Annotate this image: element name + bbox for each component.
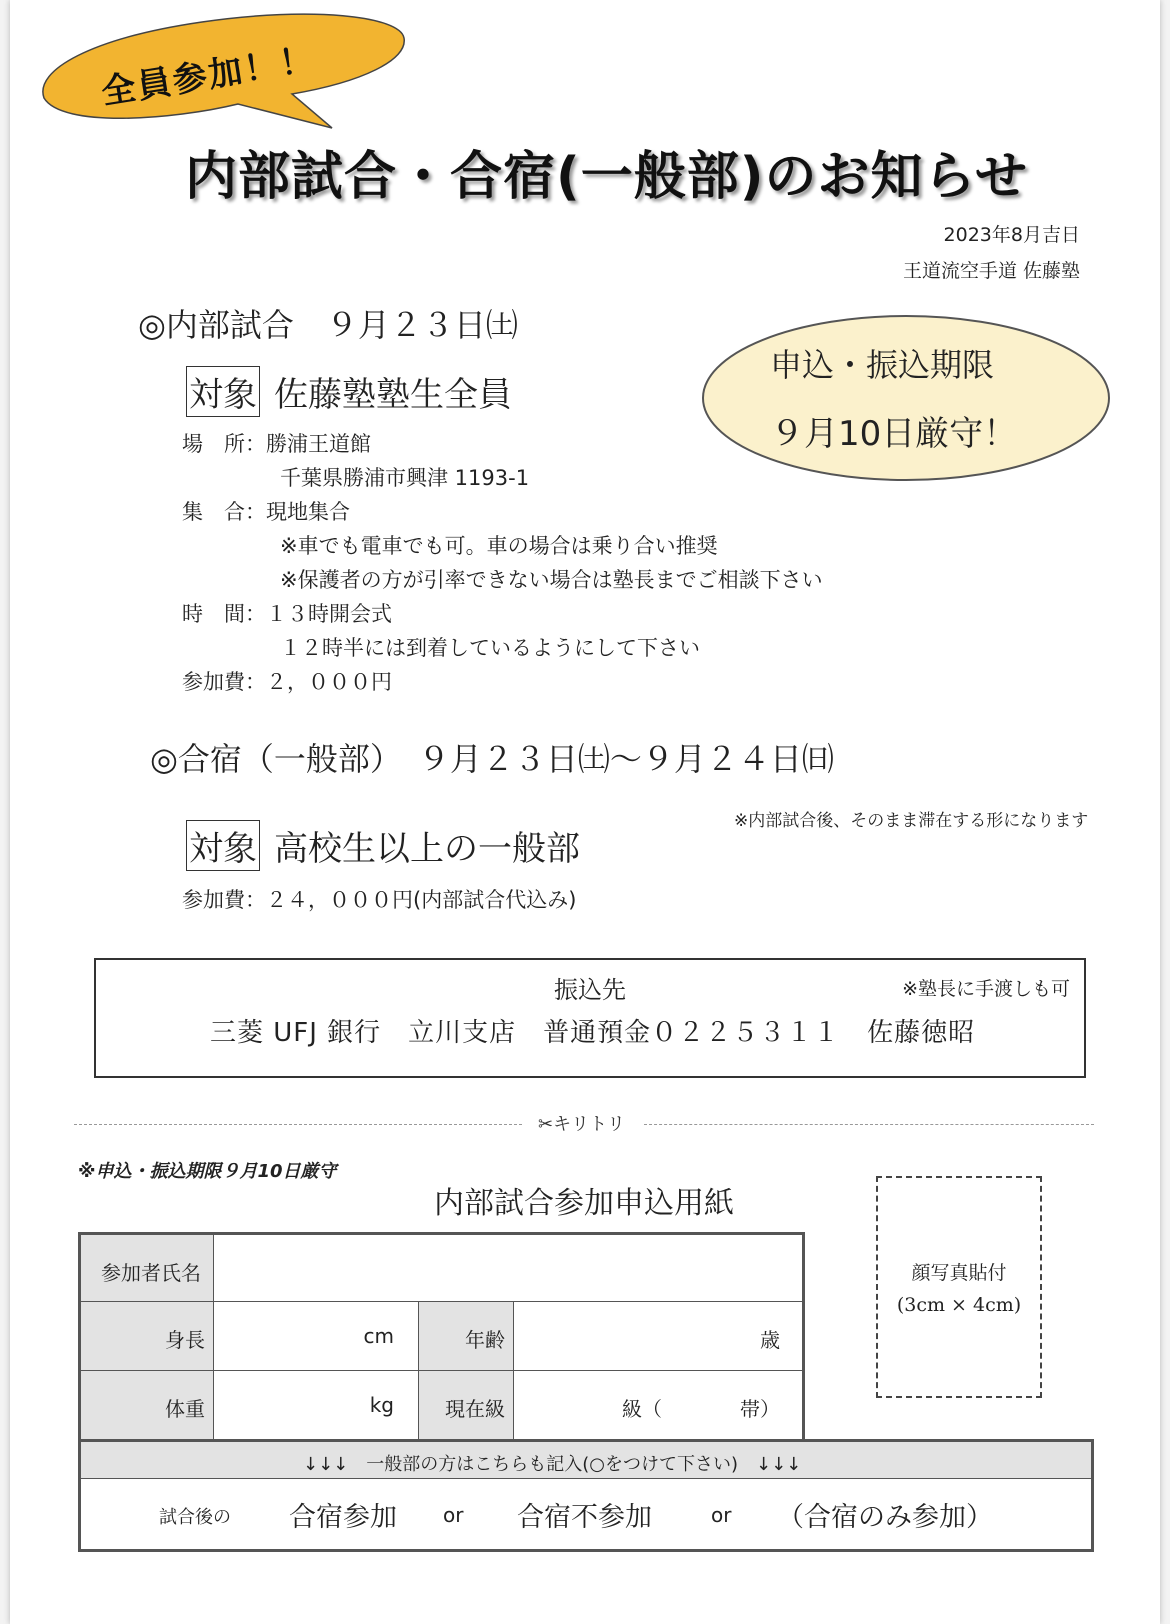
rank-label-cell: [418, 1370, 514, 1440]
option-camp-only[interactable]: （合宿のみ参加）: [777, 1502, 993, 1533]
place-row: [182, 428, 371, 458]
form-deadline-note: ※申込・振込期限９月10日厳守: [78, 1161, 337, 1182]
option-camp-join[interactable]: 合宿参加: [289, 1502, 397, 1533]
rank-field[interactable]: [513, 1370, 805, 1440]
target-value: 高校生以上の一般部: [274, 829, 580, 869]
weight-label-cell: [78, 1370, 214, 1440]
or-separator: or: [443, 1503, 464, 1527]
meet-row: [182, 496, 350, 526]
fee-label: 参加費：: [182, 888, 266, 912]
camp-target: [186, 820, 580, 871]
bank-title: 振込先: [554, 976, 626, 1004]
camp-stay-note: ※内部試合後、そのまま滞在する形になります: [734, 811, 1089, 831]
fee-label: 参加費：: [182, 670, 266, 694]
age-label-cell: [418, 1301, 514, 1371]
bubble-text: 全員参加！！: [98, 39, 319, 113]
name-field[interactable]: [213, 1232, 805, 1302]
place-address: 千葉県勝浦市興津 1193-1: [280, 466, 530, 490]
height-field[interactable]: [213, 1301, 419, 1371]
after-match-label: 試合後の: [159, 1507, 231, 1528]
height-unit: cm: [363, 1324, 394, 1348]
rank-unit-kyu: 級（: [622, 1397, 662, 1421]
fee-value: ２，０００円: [266, 670, 392, 694]
organization: 王道流空手道 佐藤塾: [902, 260, 1080, 282]
deadline-callout: [700, 312, 1112, 496]
weight-label: 体重: [165, 1397, 205, 1421]
or-separator: or: [711, 1503, 732, 1527]
rank-label: 現在級: [445, 1397, 505, 1421]
cut-label: ✂キリトリ: [538, 1114, 626, 1135]
target-label: 対象: [186, 366, 260, 417]
section-heading-camp: ◎合宿（一般部） ９月２３日㈯～９月２４日㈰: [150, 740, 834, 778]
form-title: 内部試合参加申込用紙: [434, 1186, 734, 1221]
deadline-line1: 申込・振込期限: [770, 346, 995, 384]
option-camp-decline[interactable]: 合宿不参加: [517, 1502, 652, 1533]
weight-field[interactable]: [213, 1370, 419, 1440]
cut-line-left: [74, 1124, 522, 1126]
time-row: [182, 598, 392, 628]
bank-account-info: 三菱 UFJ 銀行 立川支店 普通預金０２２５３１１ 佐藤徳昭: [210, 1018, 976, 1048]
meet-value: 現地集合: [266, 500, 350, 524]
age-label: 年齢: [465, 1328, 505, 1352]
name-label: 参加者氏名: [101, 1261, 201, 1285]
photo-size: (3cm × 4cm): [896, 1294, 1022, 1316]
section-heading-tournament: ◎内部試合 ９月２３日㈯: [138, 306, 518, 344]
rank-unit-belt: 帯）: [740, 1397, 780, 1421]
page-title: 内部試合・合宿(一般部)のお知らせ: [185, 147, 1028, 207]
name-label-cell: [78, 1232, 214, 1302]
general-section-header: [78, 1439, 1094, 1479]
photo-label: 顔写真貼付: [911, 1262, 1007, 1284]
time-note: １２時半には到着しているようにして下さい: [280, 636, 700, 660]
height-label-cell: [78, 1301, 214, 1371]
meet-label: 集 合：: [182, 500, 266, 524]
bank-hand-note: ※塾長に手渡しも可: [902, 978, 1070, 1000]
age-field[interactable]: [513, 1301, 805, 1371]
target-label: 対象: [186, 820, 260, 871]
camp-choice-row: [78, 1478, 1094, 1552]
bank-transfer-box: [94, 958, 1086, 1078]
place-label: 場 所：: [182, 432, 266, 456]
meet-note-guardian: ※保護者の方が引率できない場合は塾長までご相談下さい: [280, 568, 823, 592]
tournament-target: [186, 366, 512, 417]
time-label: 時 間：: [182, 602, 266, 626]
general-note: ↓↓↓ 一般部の方はこちらも記入(○をつけて下さい) ↓↓↓: [303, 1454, 802, 1475]
height-label: 身長: [165, 1328, 205, 1352]
time-value: １３時開会式: [266, 602, 392, 626]
place-value: 勝浦王道館: [266, 432, 371, 456]
deadline-line2: ９月10日厳守！: [770, 414, 1018, 454]
fee-row: [182, 666, 392, 696]
target-value: 佐藤塾塾生全員: [274, 375, 512, 415]
photo-placeholder: [876, 1176, 1042, 1398]
cut-line-right: [644, 1124, 1094, 1126]
weight-unit: kg: [369, 1393, 394, 1417]
age-unit: 歳: [760, 1328, 780, 1352]
camp-fee-row: [182, 884, 576, 914]
notice-page: [10, 0, 1160, 1624]
issue-date: 2023年8月吉日: [943, 224, 1080, 246]
speech-bubble: [32, 10, 412, 140]
fee-value: ２４，０００円(内部試合代込み): [266, 888, 577, 912]
meet-note-car: ※車でも電車でも可。車の場合は乗り合い推奨: [280, 534, 718, 558]
